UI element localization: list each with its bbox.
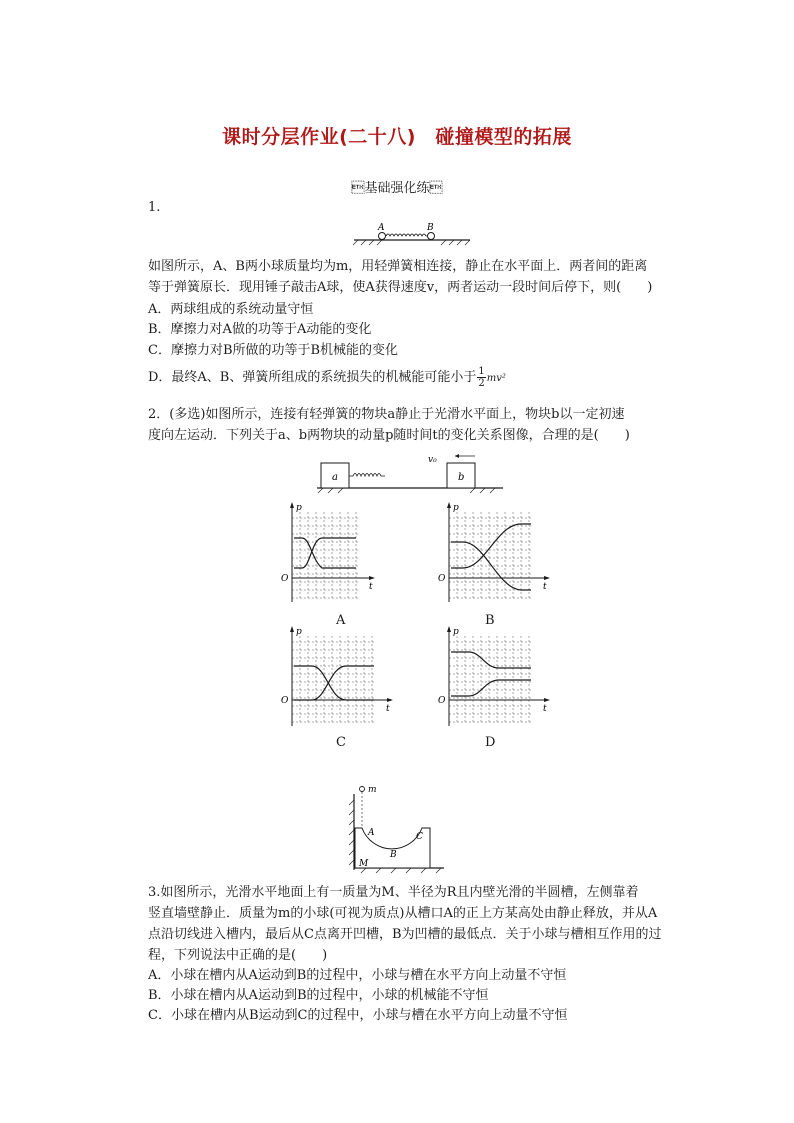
graph-d-label: D bbox=[485, 735, 496, 750]
graph-b-label: B bbox=[485, 613, 495, 628]
svg-text:C: C bbox=[416, 832, 423, 842]
svg-text:p: p bbox=[296, 503, 302, 513]
q1-number: 1. bbox=[148, 200, 161, 215]
q3-option-c: C．小球在槽内从B运动到C的过程中，小球与槽在水平方向上动量不守恒 bbox=[148, 1008, 568, 1023]
q3-stem-line1: 3.如图所示，光滑水平地面上有一质量为M、半径为R且内壁光滑的半圆槽，左侧靠着 bbox=[148, 885, 639, 900]
q3-stem-line4: 程，下列说法中正确的是( ) bbox=[148, 948, 328, 963]
svg-text:O: O bbox=[438, 696, 446, 706]
velocity-label: v₀ bbox=[428, 455, 437, 465]
section-heading: 基础强化练 bbox=[351, 181, 443, 196]
graph-c bbox=[276, 622, 394, 732]
q1-option-a: A．两球组成的系统动量守恒 bbox=[148, 302, 314, 317]
q1-figure-spring-balls bbox=[352, 220, 472, 246]
q1-option-d-prefix: D．最终A、B、弹簧所组成的系统损失的机械能可能小于 bbox=[148, 370, 477, 385]
q3-stem-line2: 竖直墙壁静止．质量为m的小球(可视为质点)从槽口A的正上方某高处由静止释放，并从A bbox=[148, 906, 658, 921]
block-b-label: b bbox=[458, 472, 465, 483]
q1-stem-line2: 等于弹簧原长．现用锤子敲击A球，使A获得速度v，两者运动一段时间后停下，则( ) bbox=[148, 280, 653, 295]
svg-text:B: B bbox=[390, 850, 397, 860]
graph-d bbox=[433, 622, 551, 732]
graph-a bbox=[276, 498, 376, 608]
svg-text:t: t bbox=[543, 704, 547, 714]
q1-option-d-suffix: mv² bbox=[486, 373, 506, 384]
graph-b bbox=[433, 498, 551, 608]
svg-text:O: O bbox=[438, 574, 446, 584]
q1-option-b: B．摩擦力对A做的功等于A动能的变化 bbox=[148, 322, 372, 337]
svg-text:t: t bbox=[369, 582, 373, 592]
q3-option-b: B．小球在槽内从A运动到B的过程中，小球的机械能不守恒 bbox=[148, 988, 489, 1003]
svg-text:A: A bbox=[368, 828, 375, 838]
q3-option-a: A．小球在槽内从A运动到B的过程中，小球与槽在水平方向上动量不守恒 bbox=[148, 968, 567, 983]
q3-stem-line3: 点沿切线进入槽内，最后从C点离开凹槽，B为凹槽的最低点．关于小球与槽相互作用的过 bbox=[148, 927, 662, 942]
q3-figure-semicircle-trough bbox=[346, 780, 446, 874]
ball-a-icon bbox=[379, 233, 386, 240]
q2-stem-line1: 2．(多选)如图所示，连接有轻弹簧的物块a静止于光滑水平面上，物块b以一定初速 bbox=[148, 407, 625, 422]
svg-text:O: O bbox=[281, 696, 289, 706]
svg-text:t: t bbox=[386, 704, 390, 714]
graph-c-label: C bbox=[336, 735, 346, 750]
q1-label-a: A bbox=[378, 223, 385, 233]
page-title: 课时分层作业(二十八) 碰撞模型的拓展 bbox=[222, 126, 572, 148]
q1-stem-line1: 如图所示，A、B两小球质量均为m，用轻弹簧相连接，静止在水平面上．两者间的距离 bbox=[148, 259, 648, 274]
svg-text:t: t bbox=[543, 582, 547, 592]
svg-text:M: M bbox=[359, 859, 369, 869]
q1-label-b: B bbox=[427, 223, 434, 233]
ball-m-icon bbox=[360, 787, 365, 792]
svg-text:m: m bbox=[368, 785, 377, 795]
svg-text:p: p bbox=[453, 627, 459, 637]
block-a-label: a bbox=[332, 472, 338, 483]
q1-option-d-fraction: $\frac{1}{2}$ bbox=[478, 366, 485, 389]
svg-text:p: p bbox=[453, 503, 459, 513]
spring-icon bbox=[386, 234, 427, 236]
q2-stem-line2: 度向左运动．下列关于a、b两物块的动量p随时间t的变化关系图像，合理的是( ) bbox=[148, 428, 630, 443]
svg-text:O: O bbox=[281, 574, 289, 584]
spring-icon bbox=[349, 474, 385, 477]
graph-a-label: A bbox=[336, 613, 346, 628]
q2-figure-blocks bbox=[315, 452, 505, 494]
svg-text:p: p bbox=[296, 627, 302, 637]
q1-option-c: C．摩擦力对B所做的功等于B机械能的变化 bbox=[148, 343, 399, 358]
ball-b-icon bbox=[428, 233, 435, 240]
q1-option-d bbox=[148, 366, 506, 389]
